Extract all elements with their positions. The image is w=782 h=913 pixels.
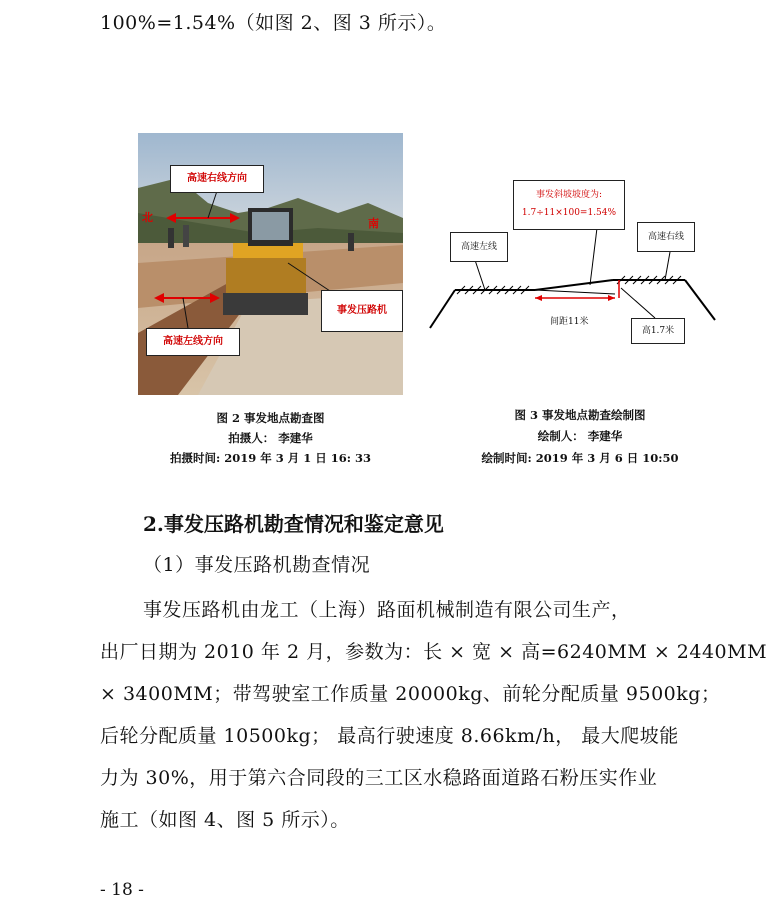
site-photo <box>138 133 403 395</box>
slope-callout <box>513 180 625 230</box>
figure3-caption-time: 绘制时间: 2019 年 3 月 6 日 10:50 <box>481 451 679 465</box>
left-line-label: 高速左线 <box>450 232 508 262</box>
paragraph-line: 力为 30%，用于第六合同段的三工区水稳路面道路石粉压实作业 <box>100 767 658 789</box>
slope-callout-formula: 1.7÷11×100=1.54% <box>521 208 617 218</box>
paragraph-line: × 3400MM；带驾驶室工作质量 20000kg、前轮分配质量 9500kg； <box>100 683 721 705</box>
callout-right-line: 高速右线方向 <box>170 165 264 193</box>
figure2-caption-title: 图 2 事发地点勘查图 <box>216 411 325 425</box>
paragraph-line: 出厂日期为 2010 年 2 月，参数为：长 × 宽 × 高=6240MM × 2440MM <box>100 641 768 663</box>
paragraph-line: 后轮分配质量 10500kg； 最高行驶速度 8.66km/h， 最大爬坡能 <box>100 725 679 747</box>
marker-south: 南 <box>368 217 379 230</box>
figure2-caption-author: 拍摄人： 李建华 <box>228 431 313 445</box>
callout-left-line: 高速左线方向 <box>146 328 240 356</box>
right-line-label: 高速右线 <box>637 222 695 252</box>
figure3-caption-author: 绘制人： 李建华 <box>537 429 623 443</box>
page-number: - 18 - <box>100 880 144 900</box>
paragraph-line: 事发压路机由龙工（上海）路面机械制造有限公司生产， <box>143 599 631 621</box>
slope-diagram <box>425 180 725 355</box>
section-heading: 2.事发压路机勘查情况和鉴定意见 <box>143 512 444 536</box>
height-label: 高1.7米 <box>631 318 685 344</box>
paragraph-line: 施工（如图 4、图 5 所示）。 <box>100 809 350 831</box>
figure3-caption-title: 图 3 事发地点勘查绘制图 <box>514 408 646 422</box>
figure2-caption-time: 拍摄时间: 2019 年 3 月 1 日 16: 33 <box>169 451 372 465</box>
slope-callout-title: 事发斜坡坡度为: <box>535 190 603 200</box>
top-text-line: 100%=1.54%（如图 2、图 3 所示）。 <box>100 12 447 34</box>
callout-roller: 事发压路机 <box>321 290 403 332</box>
distance-label: 间距11米 <box>550 317 589 327</box>
marker-north: 北 <box>142 211 153 224</box>
subheading: （1）事发压路机勘查情况 <box>143 554 371 576</box>
